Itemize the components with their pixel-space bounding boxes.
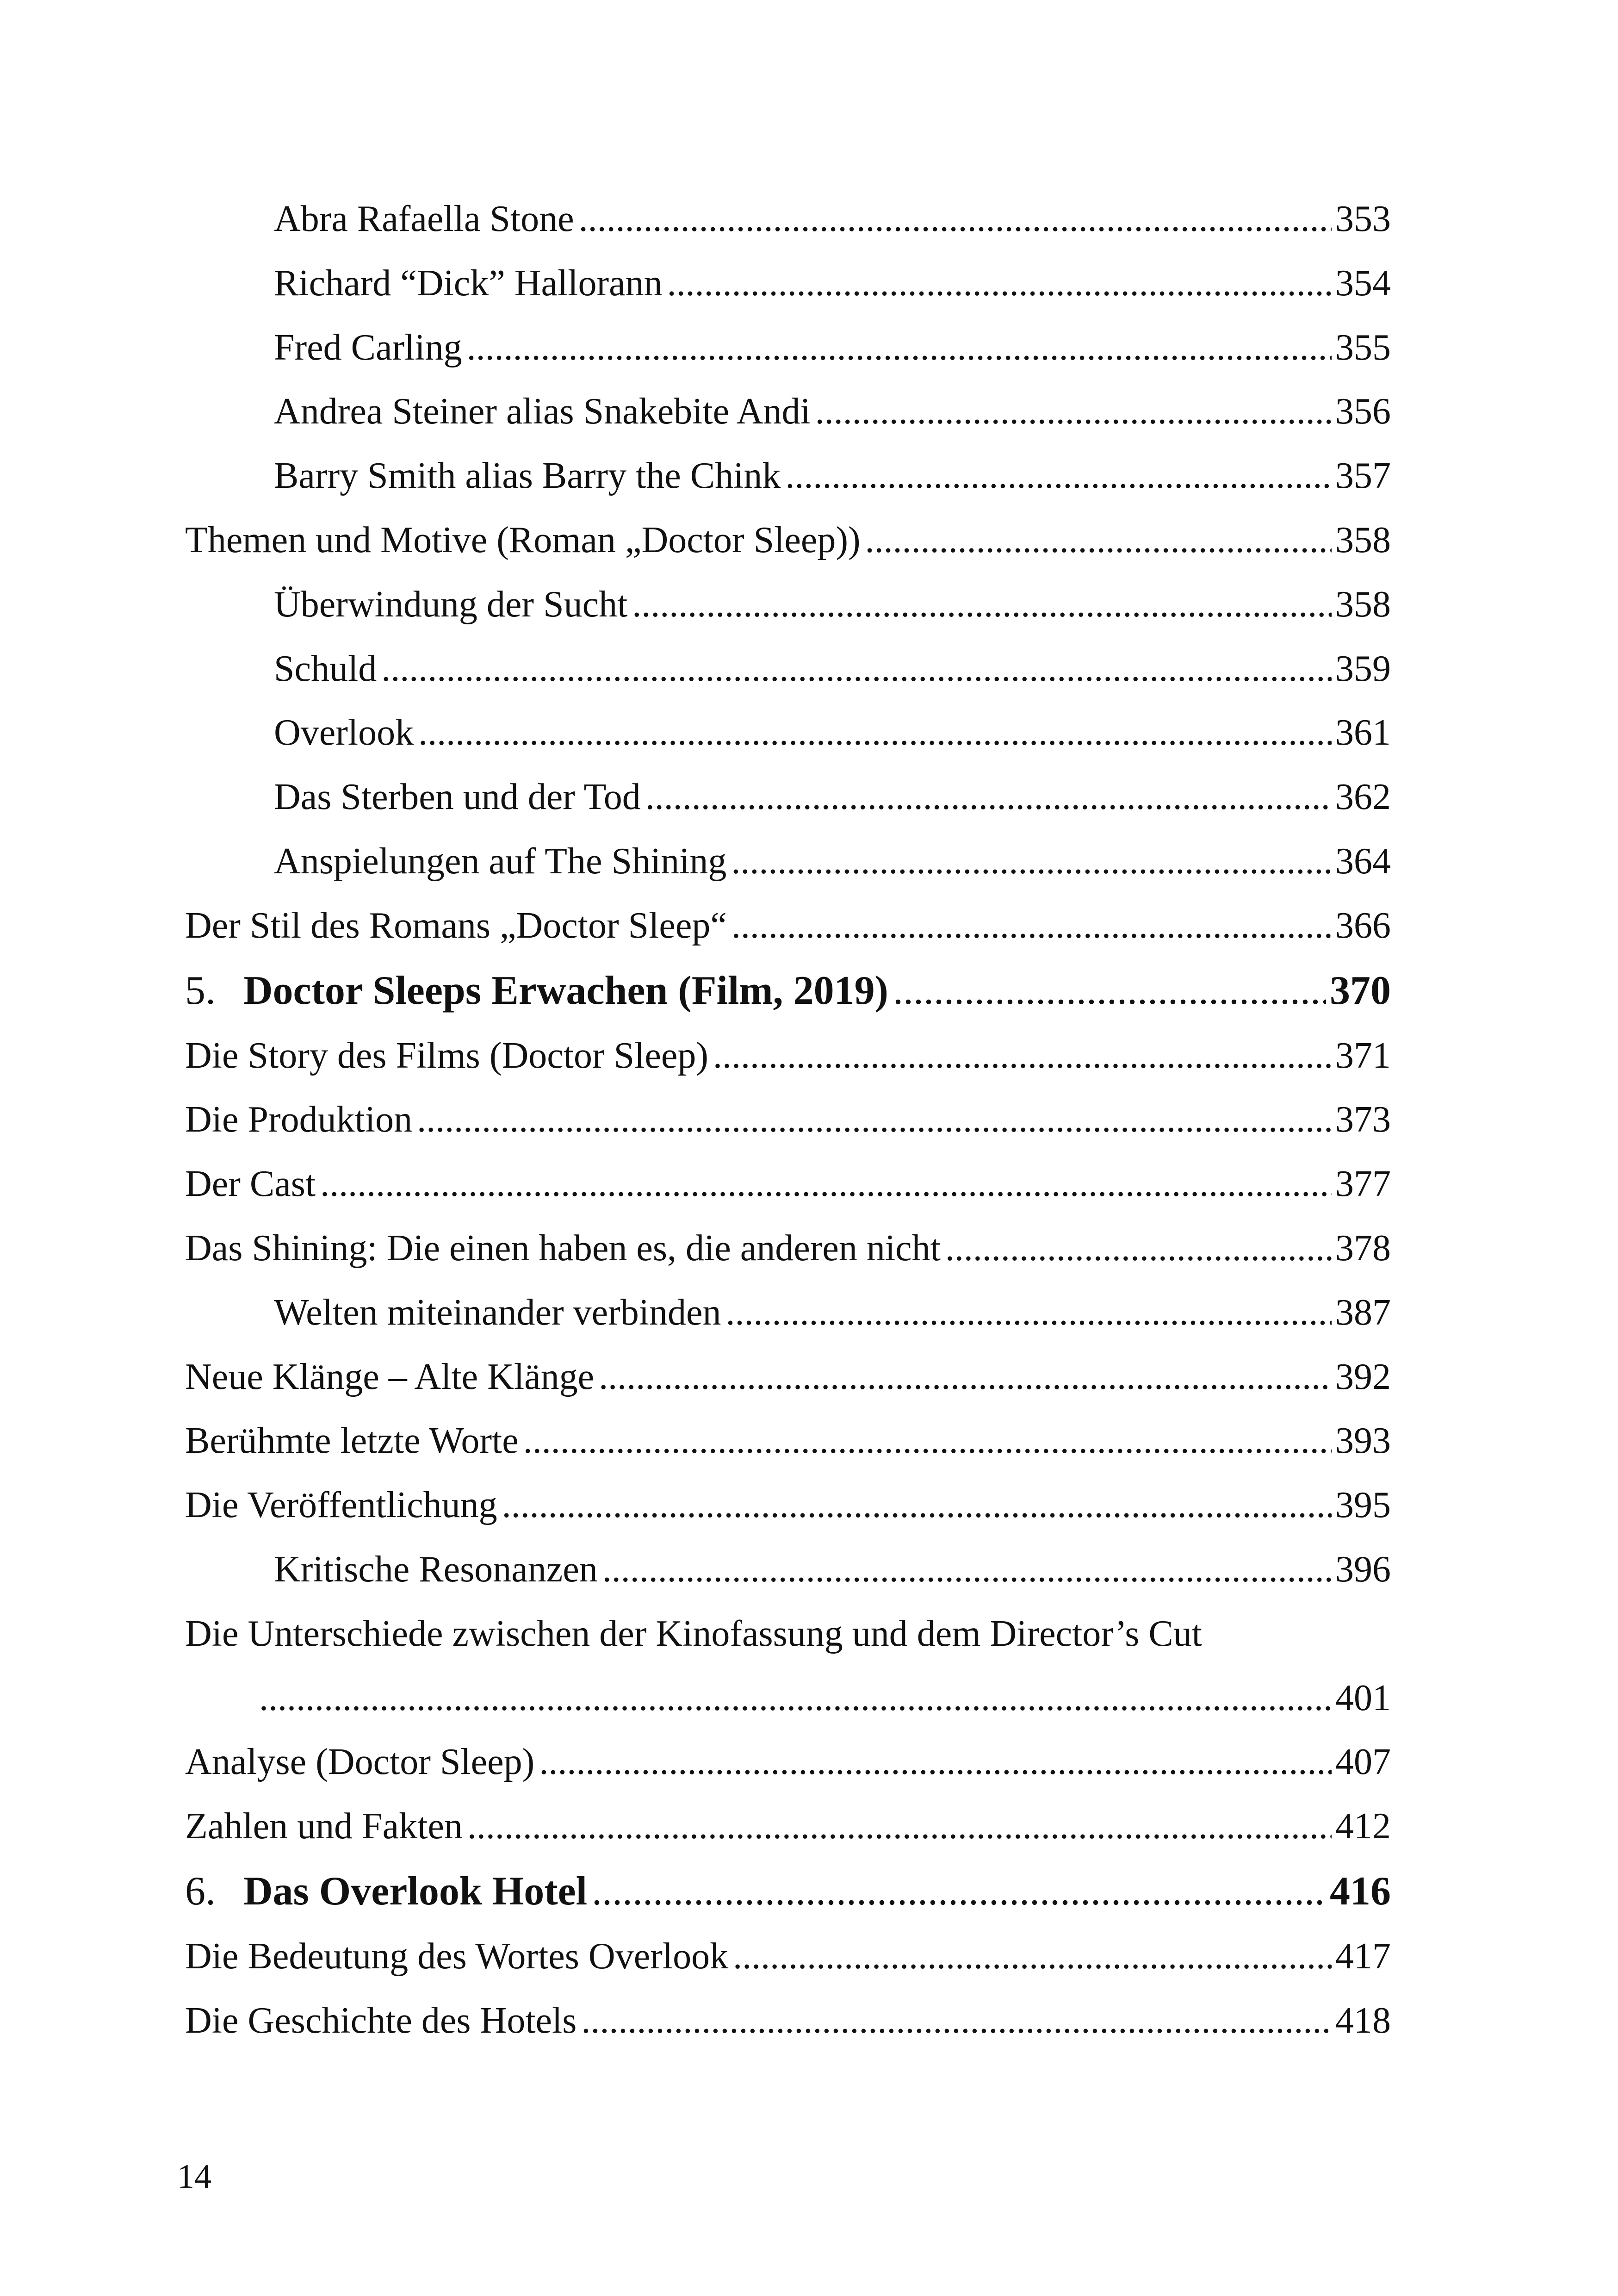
toc-entry-title: Fred Carling [274,327,462,368]
chapter-number: 6. [185,1868,216,1914]
toc-entry[interactable] [185,1409,1391,1473]
dot-leader [417,1088,1332,1152]
dot-leader [733,1924,1332,1989]
toc-entry[interactable] [185,1281,1391,1345]
dot-leader [815,380,1332,444]
toc-entry[interactable] [185,1730,1391,1794]
dot-leader [667,251,1332,316]
toc-entry-page: 395 [1335,1485,1391,1526]
toc-entry[interactable] [185,894,1391,958]
toc-entry[interactable] [185,1088,1391,1152]
toc-entry-page: 357 [1335,455,1391,497]
toc-entry[interactable] [185,765,1391,829]
toc-entry-title: Das Sterben und der Tod [274,777,641,818]
toc-entry[interactable] [185,1989,1391,2053]
toc-entry-page: 362 [1335,777,1391,818]
toc-entry-page: 407 [1335,1742,1391,1783]
toc-entry-page: 371 [1335,1035,1391,1076]
toc-entry-title: Analyse (Doctor Sleep) [185,1742,535,1783]
toc-entry-page: 353 [1335,199,1391,239]
toc-entry-page: 378 [1335,1227,1391,1269]
toc-entry[interactable] [185,1216,1391,1281]
dot-leader [320,1152,1332,1216]
dot-leader [732,894,1332,958]
dot-leader [467,316,1332,380]
toc-entry-title: Die Geschichte des Hotels [185,2000,577,2041]
toc-entry-title: Die Bedeutung des Wortes Overlook [185,1935,729,1977]
toc-entry-title: Das Shining: Die einen haben es, die anderen nicht [185,1227,941,1269]
toc-chapter-entry[interactable] [185,958,1391,1024]
dot-leader [726,1281,1332,1345]
toc-entry[interactable] [185,1473,1391,1537]
toc-entry[interactable] [185,1924,1391,1989]
toc-entry[interactable] [185,1152,1391,1216]
toc-entry-page: 354 [1335,262,1391,304]
toc-entry[interactable] [185,251,1391,316]
dot-leader [381,637,1332,701]
toc-entry[interactable] [185,187,1391,251]
toc-chapter-title: Das Overlook Hotel [243,1868,588,1914]
dot-leader [502,1473,1332,1537]
toc-entry-title: Themen und Motive (Roman „Doctor Sleep)) [185,519,861,560]
dot-leader [645,765,1332,829]
toc-entry-title: Die Produktion [185,1099,413,1140]
toc-entry[interactable] [185,316,1391,380]
toc-entry-title: Schuld [274,648,377,689]
toc-entry-page: 373 [1335,1099,1391,1140]
toc-entry-title: Die Story des Films (Doctor Sleep) [185,1035,708,1076]
toc-entry-title: Zahlen und Fakten [185,1806,463,1847]
toc-entry-page: 355 [1335,327,1391,368]
toc-entry[interactable] [185,637,1391,701]
toc-entry-page: 358 [1335,519,1391,560]
toc-entry-title: Anspielungen auf The Shining [274,840,727,882]
toc-entry-title: Die Veröffentlichung [185,1485,497,1526]
toc-entry-title: Die Unterschiede zwischen der Kinofassung und dem Director’s Cut [185,1613,1202,1654]
dot-leader [893,958,1326,1024]
toc-entry[interactable] [185,1024,1391,1088]
toc-entry[interactable] [185,1345,1391,1409]
toc-entry-wrapped-leader[interactable] [185,1666,1391,1730]
toc-entry-title: Andrea Steiner alias Snakebite Andi [274,391,811,432]
toc-entry-page: 377 [1335,1164,1391,1205]
toc-entry-title: Welten miteinander verbinden [274,1292,721,1333]
toc-entry-title: Overlook [274,712,414,753]
toc-entry[interactable] [185,444,1391,508]
toc-entry-page: 416 [1330,1868,1391,1914]
table-of-contents [185,187,1391,2053]
toc-entry-page: 366 [1335,905,1391,946]
toc-entry-title: Überwindung der Sucht [274,584,628,625]
chapter-number: 5. [185,968,216,1013]
toc-entry-page: 417 [1335,1935,1391,1977]
toc-entry[interactable] [185,701,1391,765]
toc-entry-page: 370 [1330,968,1391,1013]
toc-chapter-entry[interactable] [185,1859,1391,1924]
toc-entry[interactable] [185,829,1391,894]
dot-leader [945,1216,1332,1281]
dot-leader [731,829,1332,894]
dot-leader [713,1024,1332,1088]
dot-leader [539,1730,1332,1794]
toc-entry-title: Der Cast [185,1164,316,1205]
toc-entry-title: Berühmte letzte Worte [185,1420,519,1462]
toc-entry-title: Neue Klänge – Alte Klänge [185,1356,595,1397]
toc-entry[interactable] [185,572,1391,637]
dot-leader [523,1409,1332,1473]
toc-entry[interactable] [185,508,1391,572]
toc-entry-page: 387 [1335,1292,1391,1333]
dot-leader [592,1859,1326,1924]
dot-leader [418,701,1332,765]
toc-entry-page: 361 [1335,712,1391,753]
toc-entry-page: 356 [1335,391,1391,432]
toc-entry[interactable] [185,380,1391,444]
toc-entry-page: 412 [1335,1806,1391,1847]
dot-leader [865,508,1332,572]
toc-entry-page: 418 [1335,2000,1391,2041]
dot-leader [602,1537,1332,1602]
toc-entry-title: Der Stil des Romans „Doctor Sleep“ [185,905,727,946]
toc-entry[interactable] [185,1537,1391,1602]
toc-entry-page: 359 [1335,648,1391,689]
toc-entry-title: Barry Smith alias Barry the Chink [274,455,781,497]
dot-leader [599,1345,1332,1409]
toc-entry-page: 364 [1335,840,1391,882]
toc-entry-page: 392 [1335,1356,1391,1397]
toc-entry[interactable] [185,1794,1391,1859]
dot-leader [581,1989,1332,2053]
dot-leader [259,1666,1332,1730]
toc-chapter-title: Doctor Sleeps Erwachen (Film, 2019) [243,968,888,1013]
dot-leader [467,1794,1332,1859]
toc-entry-title: Richard “Dick” Hallorann [274,262,663,304]
dot-leader [632,572,1332,637]
toc-entry-title: Kritische Resonanzen [274,1549,598,1590]
toc-entry-page: 393 [1335,1420,1391,1462]
toc-entry-wrapped[interactable] [185,1602,1391,1666]
dot-leader [785,444,1332,508]
toc-entry-page: 401 [1335,1677,1391,1718]
toc-entry-page: 358 [1335,584,1391,625]
toc-entry-title: Abra Rafaella Stone [274,199,574,239]
page-number: 14 [177,2158,211,2196]
dot-leader [579,187,1332,251]
toc-entry-page: 396 [1335,1549,1391,1590]
